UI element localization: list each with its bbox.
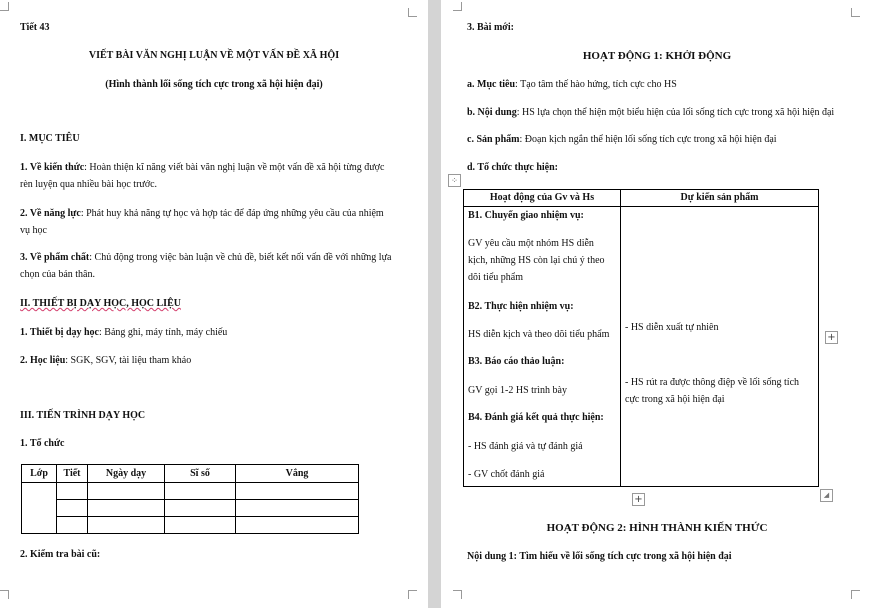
plus-icon[interactable]: + [825,331,838,344]
step-heading: B2. Thực hiện nhiệm vụ: [468,301,574,312]
activity-1-heading: HOẠT ĐỘNG 1: KHỞI ĐỘNG [582,50,732,62]
table-cell[interactable] [165,483,236,500]
table-cell[interactable] [57,500,88,517]
page-corner-mark [0,590,9,599]
activity-2-heading: HOẠT ĐỘNG 2: HÌNH THÀNH KIẾN THỨC [546,522,768,534]
paragraph-quality-cont: chọn của bản thân. [20,269,95,280]
paragraph-knowledge-cont: rèn luyện qua nhiều bài học trước. [20,179,158,190]
table-cell[interactable] [57,483,88,500]
class-attendance-table[interactable] [21,464,359,534]
step-heading: B4. Đánh giá kết quả thực hiện: [468,412,604,423]
paragraph-competence-cont: vụ học [20,225,47,236]
document-title: VIẾT BÀI VĂN NGHỊ LUẬN VỀ MỘT VẤN ĐỀ XÃ HỘI [88,50,340,61]
label-knowledge: 1. Về kiến thức [20,162,85,173]
step-heading: B1. Chuyển giao nhiệm vụ: [468,210,584,221]
document-page-right[interactable] [441,0,873,608]
table-cell[interactable] [88,483,165,500]
step-heading: B3. Báo cáo thảo luận: [468,356,565,367]
paragraph-equipment: 1. Thiết bị dạy học: Bảng ghi, máy tính, máy chiếu [20,327,228,338]
table-cell-products[interactable]: - HS diễn xuất tự nhiên - HS rút ra được thông điệp về lối sống tích cực trong xã hội hiện đại [625,322,800,405]
content-1-heading: Nội dung 1: Tìm hiểu về lối sống tích cực trong xã hội hiện đại [467,551,732,562]
table-cell[interactable] [165,517,236,534]
move-handle-icon[interactable]: ⁘ [448,174,461,187]
label-quality: 3. Về phẩm chất [20,252,90,263]
table-cell[interactable] [236,483,359,500]
paragraph-competence: 2. Về năng lực: Phát huy khả năng tự học và hợp tác để đáp ứng những yêu cầu của nhiệm [20,208,384,219]
subheading-organization: 1. Tổ chức [20,438,65,449]
page-corner-mark [453,2,462,11]
table-cell[interactable] [88,500,165,517]
table-cell-activities[interactable]: B1. Chuyển giao nhiệm vụ: GV yêu cầu một nhóm HS diễn kịch, những HS còn lại chú ý theo dõi tiểu phẩm B2. Thực hiện nhiệm vụ: HS diễn kịch và theo dõi tiểu phẩm B3. Báo cáo thảo luận: GV gọi 1-2 HS trình bày B4. Đánh giá kết quả thực hiện: - HS đánh giá và tự đánh giá - GV chốt đánh giá [464,206,620,486]
page-corner-mark [453,590,462,599]
table-header: Vắng [236,465,359,483]
paragraph-materials: 2. Học liệu: SGK, SGV, tài liệu tham khảo [20,355,192,366]
subheading-review: 2. Kiểm tra bài cũ: [20,549,101,560]
table-cell[interactable] [57,517,88,534]
table-header: Sĩ số [165,465,236,483]
paragraph-quality: 3. Về phẩm chất: Chủ động trong việc bàn luận về chủ đề, biết kết nối vấn đề với những lựa [20,252,392,263]
table-cell[interactable] [22,483,57,534]
page-gap [428,0,441,608]
paragraph-goal: a. Mục tiêu: Tạo tâm thế hào hứng, tích cực cho HS [467,79,677,90]
paragraph-knowledge: 1. Về kiến thức: Hoàn thiện kĩ năng viết bài văn nghị luận về một vấn đề xã hội từng được [20,162,385,173]
paragraph-content: b. Nội dung: HS lựa chọn thể hiện một biểu hiện của lối sống tích cực trong xã hội hiện đại [467,107,835,118]
lesson-number: Tiết 43 [20,22,50,33]
plus-icon[interactable]: + [632,493,645,506]
paragraph-product: c. Sản phẩm: Đoạn kịch ngắn thể hiện lối sống tích cực trong xã hội hiện đại [467,134,777,145]
page-corner-mark [851,590,860,599]
section-heading-procedure: III. TIẾN TRÌNH DẠY HỌC [20,410,146,421]
table-header: Lớp [22,465,57,483]
page-corner-mark [851,8,860,17]
page-corner-mark [408,8,417,17]
label-competence: 2. Về năng lực [20,208,81,219]
document-subtitle: (Hình thành lối sống tích cực trong xã hội hiện đại) [105,79,323,90]
page-corner-mark [408,590,417,599]
table-cell[interactable] [236,500,359,517]
resize-icon[interactable]: ◢ [820,489,833,502]
activity-table[interactable] [463,189,819,487]
page-corner-mark [0,2,9,11]
table-cell[interactable] [165,500,236,517]
table-cell[interactable] [88,517,165,534]
table-header: Ngày dạy [88,465,165,483]
table-header-product: Dự kiến sản phẩm [680,192,759,203]
section-heading-objectives: I. MỤC TIÊU [20,133,80,144]
document-page-left[interactable] [0,0,428,608]
table-header: Tiết [57,465,88,483]
table-header-activity: Hoạt động của Gv và Hs [489,192,595,203]
paragraph-organization: d. Tổ chức thực hiện: [467,162,558,173]
subheading-new-lesson: 3. Bài mới: [467,22,514,33]
table-cell[interactable] [236,517,359,534]
section-heading-equipment: II. THIẾT BỊ DẠY HỌC, HỌC LIỆU [20,298,181,309]
